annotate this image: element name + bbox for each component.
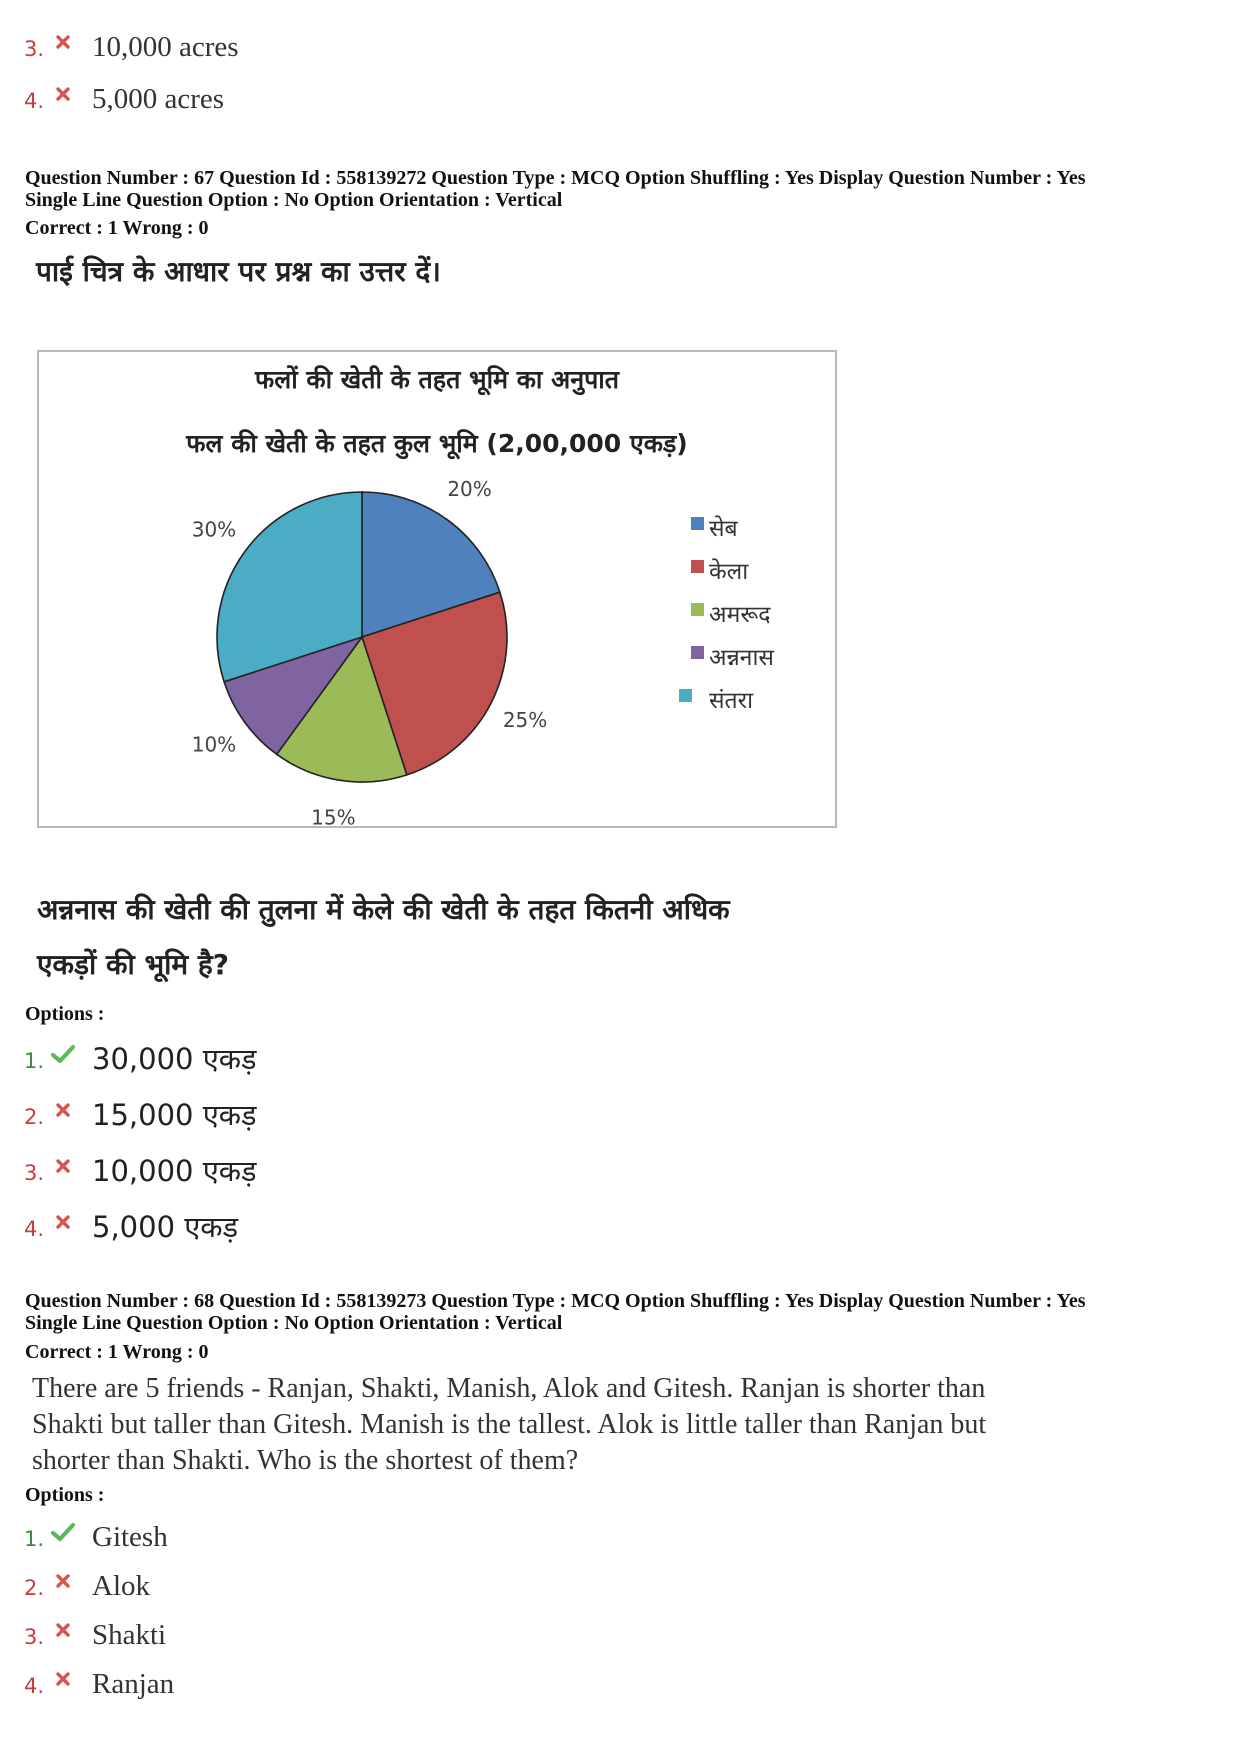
pie-data-label: 20% bbox=[447, 476, 492, 501]
legend-label: अमरूद bbox=[709, 602, 771, 628]
legend-swatch bbox=[691, 646, 704, 659]
q67-question-line1: अन्ननास की खेती की तुलना में केले की खेती के तहत कितनी अधिक bbox=[37, 893, 730, 926]
option-text: 5,000 एकड़ bbox=[92, 1210, 239, 1244]
q67-option-1 bbox=[24, 1034, 257, 1074]
legend-swatch bbox=[691, 560, 704, 573]
legend-swatch bbox=[679, 689, 692, 702]
legend-swatch bbox=[691, 517, 704, 530]
chart-subtitle: फल की खेती के तहत कुल भूमि (2,00,000 एकड़) bbox=[186, 429, 688, 458]
option-text: 10,000 एकड़ bbox=[92, 1154, 257, 1188]
option-number: 4. bbox=[24, 89, 45, 113]
cross-icon bbox=[48, 1095, 78, 1125]
q68-question-line: Shakti but taller than Gitesh. Manish is the tallest. Alok is little taller than Ranjan but bbox=[32, 1409, 987, 1440]
prev-option-4 bbox=[24, 74, 224, 114]
cross-icon bbox=[48, 79, 78, 109]
q68-question-line: shorter than Shakti. Who is the shortest of them? bbox=[32, 1445, 579, 1476]
cross-icon bbox=[48, 27, 78, 57]
pie-chart-figure bbox=[37, 350, 837, 828]
pie-data-label: 25% bbox=[502, 708, 548, 733]
q67-question-line2: एकड़ों की भूमि है? bbox=[37, 948, 230, 981]
pie-data-label: 10% bbox=[191, 732, 237, 757]
q68-meta-line2: Single Line Question Option : No Option Orientation : Vertical bbox=[25, 1312, 563, 1334]
cross-icon bbox=[48, 1151, 78, 1181]
legend-label: सेब bbox=[709, 516, 738, 542]
legend-label: संतरा bbox=[709, 688, 754, 714]
option-text: Gitesh bbox=[92, 1521, 168, 1553]
option-text: 10,000 acres bbox=[92, 31, 239, 63]
cross-icon bbox=[48, 1664, 78, 1694]
q68-option-4 bbox=[24, 1659, 174, 1699]
pie-data-label: 30% bbox=[191, 517, 237, 542]
option-number: 2. bbox=[24, 1105, 45, 1129]
check-icon bbox=[48, 1517, 78, 1547]
option-number: 1. bbox=[24, 1049, 45, 1073]
option-number: 4. bbox=[24, 1674, 45, 1698]
q67-meta-line2: Single Line Question Option : No Option Orientation : Vertical bbox=[25, 189, 563, 211]
q68-meta bbox=[25, 1290, 1225, 1334]
option-text: 5,000 acres bbox=[92, 83, 225, 115]
q67-meta bbox=[25, 167, 1225, 211]
option-text: Ranjan bbox=[92, 1668, 175, 1700]
option-text: 30,000 एकड़ bbox=[92, 1042, 257, 1076]
chart-title: फलों की खेती के तहत भूमि का अनुपात bbox=[254, 365, 620, 394]
q67-option-3 bbox=[24, 1146, 257, 1186]
option-number: 3. bbox=[24, 1625, 45, 1649]
pie-chart bbox=[39, 352, 835, 830]
cross-icon bbox=[48, 1207, 78, 1237]
q68-score: Correct : 1 Wrong : 0 bbox=[25, 1341, 209, 1363]
q67-option-4 bbox=[24, 1202, 238, 1242]
option-text: Shakti bbox=[92, 1619, 167, 1651]
legend-label: केला bbox=[709, 559, 749, 585]
option-text: 15,000 एकड़ bbox=[92, 1098, 257, 1132]
q68-option-1 bbox=[24, 1512, 168, 1552]
option-number: 3. bbox=[24, 37, 45, 61]
check-icon bbox=[48, 1039, 78, 1069]
q68-question bbox=[32, 1371, 1212, 1479]
q67-options-label: Options : bbox=[25, 1003, 105, 1025]
q67-option-2 bbox=[24, 1090, 257, 1130]
q68-option-3 bbox=[24, 1610, 166, 1650]
q67-instruction: पाई चित्र के आधार पर प्रश्न का उत्तर दें। bbox=[36, 255, 441, 288]
cross-icon bbox=[48, 1615, 78, 1645]
option-number: 3. bbox=[24, 1161, 45, 1185]
pie-data-label: 15% bbox=[311, 805, 356, 830]
legend-swatch bbox=[691, 603, 704, 616]
q67-meta-line1: Question Number : 67 Question Id : 558139272 Question Type : MCQ Option Shuffling : Yes Display Question Number : Yes bbox=[25, 167, 1086, 189]
q68-meta-line1: Question Number : 68 Question Id : 558139273 Question Type : MCQ Option Shuffling : Yes Display Question Number : Yes bbox=[25, 1290, 1086, 1312]
option-number: 4. bbox=[24, 1217, 45, 1241]
q68-options-label: Options : bbox=[25, 1484, 105, 1506]
q68-option-2 bbox=[24, 1561, 150, 1601]
option-number: 1. bbox=[24, 1527, 45, 1551]
option-number: 2. bbox=[24, 1576, 45, 1600]
option-text: Alok bbox=[92, 1570, 150, 1602]
q68-question-line: There are 5 friends - Ranjan, Shakti, Manish, Alok and Gitesh. Ranjan is shorter than bbox=[32, 1373, 986, 1404]
prev-option-3 bbox=[24, 22, 239, 62]
legend-label: अन्ननास bbox=[709, 645, 774, 671]
q67-score: Correct : 1 Wrong : 0 bbox=[25, 217, 209, 239]
cross-icon bbox=[48, 1566, 78, 1596]
